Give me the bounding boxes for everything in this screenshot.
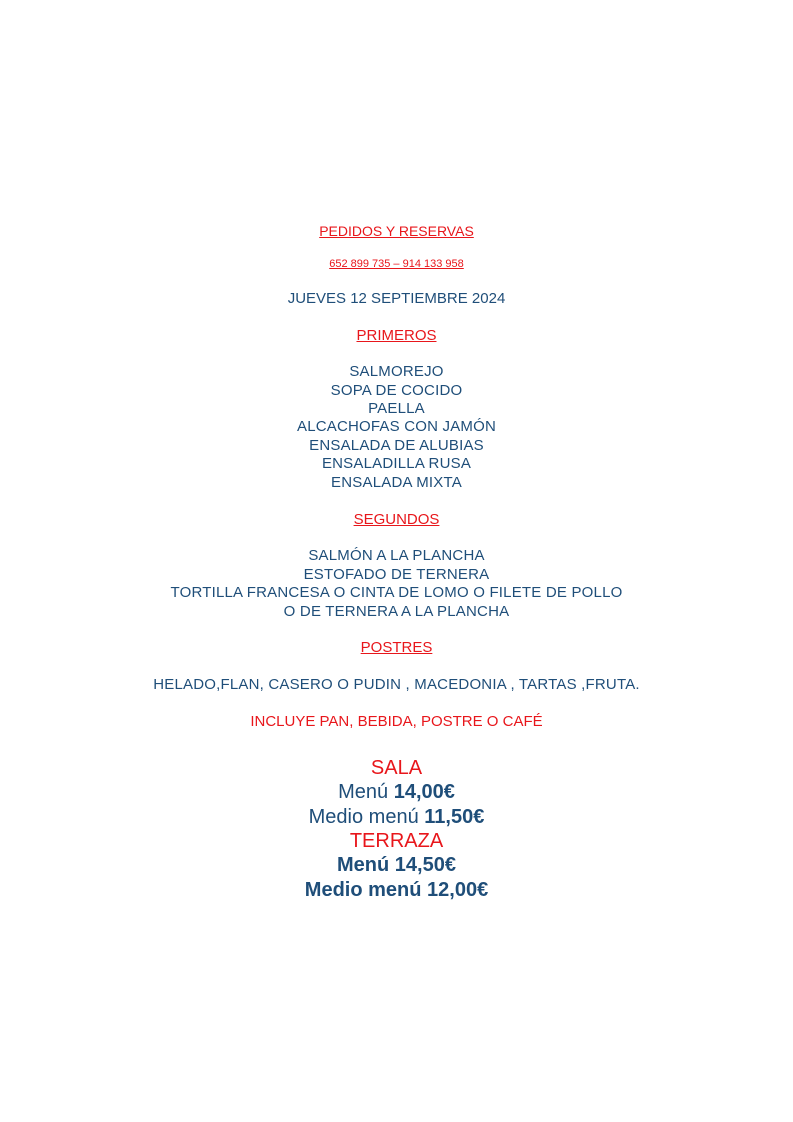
primeros-item: ENSALADILLA RUSA	[321, 455, 472, 472]
postres-heading: POSTRES	[360, 639, 433, 656]
primeros-item: ENSALADA MIXTA	[331, 474, 462, 491]
postres-items: HELADO,FLAN, CASERO O PUDIN , MACEDONIA , TARTAS ,FRUTA.	[153, 676, 640, 693]
sala-menu-amount: 14,00€	[393, 781, 455, 803]
primeros-item: SOPA DE COCIDO	[330, 382, 463, 399]
segundos-item: TORTILLA FRANCESA O CINTA DE LOMO O FILETE DE POLLO	[170, 584, 623, 601]
sala-half-amount: 11,50€	[424, 806, 485, 828]
primeros-heading: PRIMEROS	[356, 327, 437, 344]
primeros-item: PAELLA	[368, 400, 425, 417]
orders-title: PEDIDOS Y RESERVAS	[319, 223, 474, 239]
segundos-item: SALMÓN A LA PLANCHA	[308, 547, 485, 564]
segundos-item: ESTOFADO DE TERNERA	[303, 566, 490, 583]
primeros-item: ALCACHOFAS CON JAMÓN	[296, 418, 497, 435]
terraza-half-menu-price: Medio menú 12,00€	[304, 879, 489, 901]
terraza-menu-price: Menú 14,50€	[337, 854, 456, 876]
terraza-label: TERRAZA	[349, 830, 444, 852]
sala-menu-price	[0, 781, 793, 804]
sala-menu-label: Menú	[338, 781, 389, 803]
segundos-item: O DE TERNERA A LA PLANCHA	[283, 603, 510, 620]
menu-date: JUEVES 12 SEPTIEMBRE 2024	[287, 290, 506, 307]
primeros-item: SALMOREJO	[349, 363, 444, 380]
segundos-heading: SEGUNDOS	[353, 511, 440, 528]
phone-numbers: 652 899 735 – 914 133 958	[329, 258, 464, 270]
includes-note: INCLUYE PAN, BEBIDA, POSTRE O CAFÉ	[250, 713, 543, 730]
sala-half-label: Medio menú	[308, 806, 419, 828]
primeros-item: ENSALADA DE ALUBIAS	[309, 437, 484, 454]
sala-half-menu-price	[0, 806, 793, 829]
sala-label: SALA	[370, 757, 423, 779]
